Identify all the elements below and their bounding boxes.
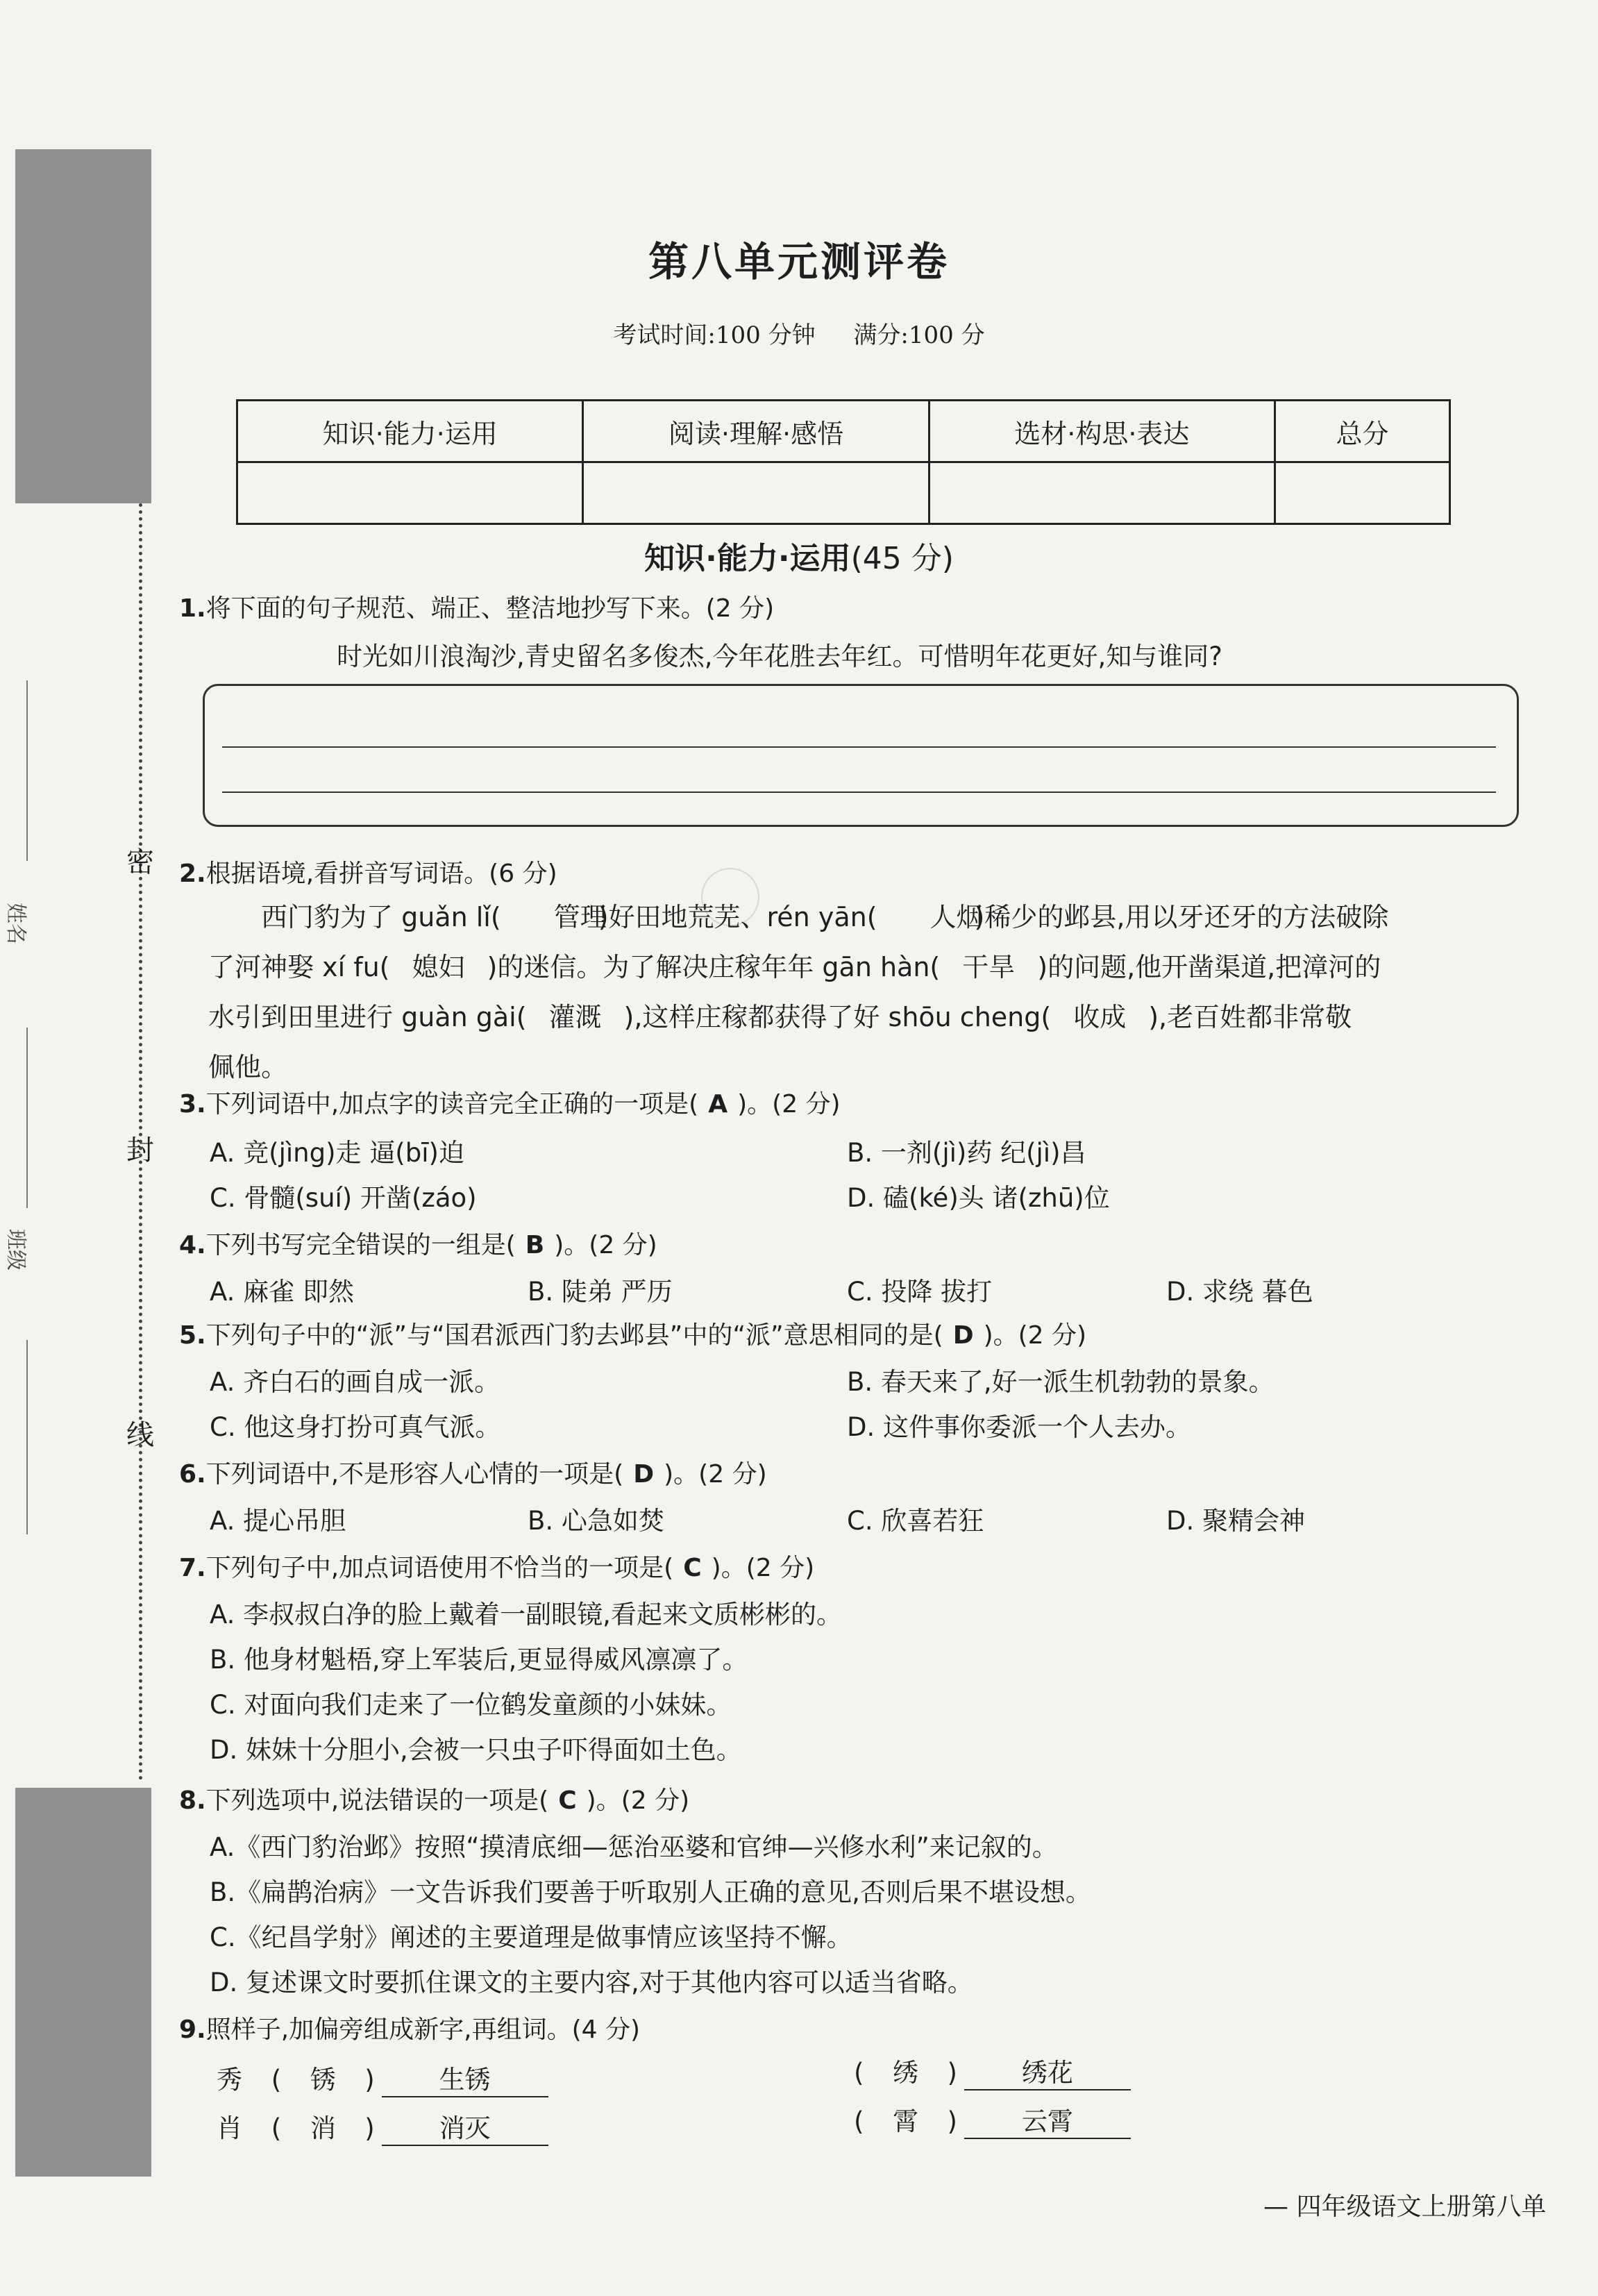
q2-l2b: )的迷信。为了解决庄稼年年 gān hàn(	[487, 952, 941, 982]
q2-l3a: 水引到田里进行 guàn gài(	[208, 1002, 527, 1032]
q2-answer-5[interactable]: 灌溉	[548, 1002, 602, 1032]
q8-answer[interactable]: C	[558, 1786, 577, 1815]
score-header-writing: 选材·构思·表达	[929, 401, 1275, 462]
q9-r1-open: (	[271, 2065, 282, 2095]
q9-r2-close: )	[364, 2113, 375, 2143]
q3-option-a[interactable]: A. 竞(jìng)走 逼(bī)迫	[210, 1138, 464, 1168]
score-cell-knowledge[interactable]	[237, 462, 583, 524]
page-title: 第八单元测评卷	[648, 238, 950, 285]
q6-text-b: )。(2 分)	[664, 1460, 767, 1489]
q9-r2-char[interactable]: 消	[310, 2113, 336, 2143]
q7-number: 7.	[179, 1554, 206, 1582]
q6-option-a[interactable]: A. 提心吊胆	[210, 1506, 346, 1536]
score-cell-total[interactable]	[1275, 462, 1450, 524]
q9-r4-close: )	[947, 2106, 957, 2136]
q6-option-d[interactable]: D. 聚精会神	[1166, 1506, 1306, 1536]
exam-time: 考试时间:100 分钟	[613, 321, 816, 349]
question-8	[179, 1781, 689, 1816]
q6-option-c[interactable]: C. 欣喜若狂	[847, 1506, 984, 1536]
q7-option-c[interactable]: C. 对面向我们走来了一位鹤发童颜的小妹妹。	[210, 1690, 732, 1720]
q5-option-a[interactable]: A. 齐白石的画自成一派。	[210, 1367, 501, 1397]
score-header-total: 总分	[1275, 401, 1450, 462]
q2-passage	[208, 892, 1513, 1092]
q5-text-b: )。(2 分)	[983, 1321, 1087, 1350]
q8-text-b: )。(2 分)	[586, 1786, 690, 1815]
q5-answer[interactable]: D	[952, 1321, 974, 1350]
q8-option-d[interactable]: D. 复述课文时要抓住课文的主要内容,对于其他内容可以适当省略。	[210, 1968, 973, 1997]
q9-row-3	[854, 2052, 1131, 2090]
q2-answer-3[interactable]: 媳妇	[412, 952, 465, 982]
school-line	[26, 1340, 28, 1534]
question-6	[179, 1455, 767, 1490]
q2-l3c: ),老百姓都非常敬	[1148, 1002, 1352, 1032]
question-4	[179, 1225, 657, 1261]
seal-char-feng: 封	[126, 1134, 154, 1166]
q9-number: 9.	[179, 2016, 206, 2044]
q9-r4-word[interactable]: 云霄	[964, 2100, 1131, 2139]
q9-r1-word[interactable]: 生锈	[382, 2059, 548, 2097]
q9-row-4	[854, 2100, 1131, 2139]
class-line	[26, 1028, 28, 1208]
q4-answer[interactable]: B	[525, 1231, 545, 1259]
q6-option-b[interactable]: B. 心急如焚	[528, 1506, 664, 1536]
score-cell-writing[interactable]	[929, 462, 1275, 524]
q1-number: 1.	[179, 594, 206, 623]
section-points: (45 分)	[850, 541, 954, 576]
q1-copy-box[interactable]	[203, 684, 1519, 827]
q9-r1-base: 秀	[217, 2065, 242, 2095]
question-7	[179, 1548, 814, 1584]
q2-line-4: 佩他。	[208, 1052, 288, 1082]
q3-option-c[interactable]: C. 骨髓(suí) 开凿(záo)	[210, 1183, 477, 1213]
q3-text-a: 下列词语中,加点字的读音完全正确的一项是(	[205, 1090, 699, 1118]
q7-text-b: )。(2 分)	[711, 1554, 815, 1582]
exam-info	[0, 316, 1598, 350]
q3-text-b: )。(2 分)	[737, 1090, 841, 1118]
q2-line-2	[208, 942, 1513, 992]
q8-option-a[interactable]: A.《西门豹治邺》按照“摸清底细—惩治巫婆和官绅—兴修水利”来记叙的。	[210, 1832, 1058, 1862]
page-footer: — 四年级语文上册第八单	[1263, 2193, 1547, 2221]
q9-r3-char[interactable]: 绣	[892, 2058, 918, 2088]
q2-l1a: 西门豹为了 guǎn lǐ(	[261, 902, 501, 932]
q5-option-d[interactable]: D. 这件事你委派一个人去办。	[847, 1412, 1192, 1442]
q6-number: 6.	[179, 1460, 206, 1489]
q9-r3-open: (	[854, 2058, 864, 2088]
q9-r2-base: 肖	[217, 2113, 242, 2143]
section-heading	[0, 533, 1598, 578]
q9-r4-open: (	[854, 2106, 864, 2136]
q2-answer-1[interactable]: 管理	[553, 902, 607, 932]
q8-text-a: 下列选项中,说法错误的一项是(	[205, 1786, 549, 1815]
q9-r1-close: )	[364, 2065, 375, 2095]
q1-copy-line-2	[222, 791, 1496, 793]
q7-answer[interactable]: C	[683, 1554, 702, 1582]
score-cell-reading[interactable]	[583, 462, 929, 524]
q4-text-b: )。(2 分)	[554, 1231, 657, 1259]
q9-r1-char[interactable]: 锈	[310, 2065, 336, 2095]
q1-copy-line-1	[222, 746, 1496, 748]
q2-l3b: ),这样庄稼都获得了好 shōu cheng(	[623, 1002, 1052, 1032]
q2-number: 2.	[179, 860, 206, 888]
q9-row-2	[217, 2107, 548, 2146]
q5-option-b[interactable]: B. 春天来了,好一派生机勃勃的景象。	[847, 1367, 1275, 1397]
q2-text: 根据语境,看拼音写词语。(6 分)	[205, 860, 557, 888]
q8-option-b[interactable]: B.《扁鹊治病》一文告诉我们要善于听取别人正确的意见,否则后果不堪设想。	[210, 1877, 1091, 1907]
q9-text: 照样子,加偏旁组成新字,再组词。(4 分)	[205, 2016, 641, 2044]
q1-text: 将下面的句子规范、端正、整洁地抄写下来。(2 分)	[205, 594, 775, 623]
score-header-knowledge: 知识·能力·运用	[237, 401, 583, 462]
q1-sentence: 时光如川浪淘沙,青史留名多俊杰,今年花胜去年红。可惜明年花更好,知与谁同?	[337, 642, 1222, 671]
q3-option-b[interactable]: B. 一剂(jì)药 纪(jì)昌	[847, 1138, 1086, 1168]
seal-char-mi: 密	[126, 846, 154, 878]
class-label: 班级	[3, 1229, 28, 1271]
q2-line-1	[208, 892, 1513, 942]
q2-answer-4[interactable]: 干旱	[962, 952, 1016, 982]
q5-number: 5.	[179, 1321, 206, 1350]
section-title: 知识·能力·运用	[644, 541, 851, 576]
q9-r4-char[interactable]: 霄	[892, 2106, 918, 2136]
q2-l1b: )好田地荒芜、rén yān(	[598, 902, 877, 932]
score-header-reading: 阅读·理解·感悟	[583, 401, 929, 462]
q4-number: 4.	[179, 1231, 206, 1259]
q4-option-a[interactable]: A. 麻雀 即然	[210, 1277, 354, 1307]
q7-text-a: 下列句子中,加点词语使用不恰当的一项是(	[205, 1554, 674, 1582]
q4-option-c[interactable]: C. 投降 拔打	[847, 1277, 993, 1307]
q2-answer-6[interactable]: 收成	[1073, 1002, 1127, 1032]
q2-l2c: )的问题,他开凿渠道,把漳河的	[1037, 952, 1381, 982]
question-2	[179, 854, 557, 889]
question-3	[179, 1084, 841, 1120]
q4-text-a: 下列书写完全错误的一组是(	[205, 1231, 516, 1259]
q3-answer[interactable]: A	[708, 1090, 728, 1118]
q6-answer[interactable]: D	[633, 1460, 655, 1489]
name-line	[26, 680, 28, 861]
q9-row-1	[217, 2059, 548, 2097]
q7-option-a[interactable]: A. 李叔叔白净的脸上戴着一副眼镜,看起来文质彬彬的。	[210, 1600, 842, 1629]
question-9	[179, 2010, 640, 2045]
q9-r3-close: )	[947, 2058, 957, 2088]
q4-option-b[interactable]: B. 陡弟 严历	[528, 1277, 673, 1307]
q7-option-d[interactable]: D. 妹妹十分胆小,会被一只虫子吓得面如土色。	[210, 1735, 742, 1765]
q4-option-d[interactable]: D. 求绕 暮色	[1166, 1277, 1313, 1307]
q6-text-a: 下列词语中,不是形容人心情的一项是(	[205, 1460, 624, 1489]
q5-text-a: 下列句子中的“派”与“国君派西门豹去邺县”中的“派”意思相同的是(	[205, 1321, 943, 1350]
full-score: 满分:100 分	[853, 321, 985, 349]
q8-number: 8.	[179, 1786, 206, 1815]
q9-r2-word[interactable]: 消灭	[382, 2107, 548, 2146]
q9-r2-open: (	[271, 2113, 282, 2143]
q2-l2a: 了河神娶 xí fu(	[208, 952, 390, 982]
seal-char-xian: 线	[126, 1419, 154, 1451]
q5-option-c[interactable]: C. 他这身打扮可真气派。	[210, 1412, 501, 1442]
question-1	[179, 589, 774, 624]
binding-strip-bottom	[15, 1788, 151, 2177]
q2-l1c: )稀少的邺县,用以牙还牙的方法破除	[974, 902, 1389, 932]
q7-option-b[interactable]: B. 他身材魁梧,穿上军装后,更显得威风凛凛了。	[210, 1645, 748, 1675]
q3-option-d[interactable]: D. 磕(ké)头 诸(zhū)位	[847, 1183, 1110, 1213]
q2-line-3	[208, 992, 1513, 1042]
score-table	[236, 399, 1451, 525]
question-5	[179, 1316, 1086, 1351]
q9-r3-word[interactable]: 绣花	[964, 2052, 1131, 2090]
q8-option-c[interactable]: C.《纪昌学射》阐述的主要道理是做事情应该坚持不懈。	[210, 1922, 852, 1952]
q2-answer-2[interactable]: 人烟	[930, 902, 983, 932]
name-label: 姓名	[3, 903, 28, 944]
q3-number: 3.	[179, 1090, 206, 1118]
